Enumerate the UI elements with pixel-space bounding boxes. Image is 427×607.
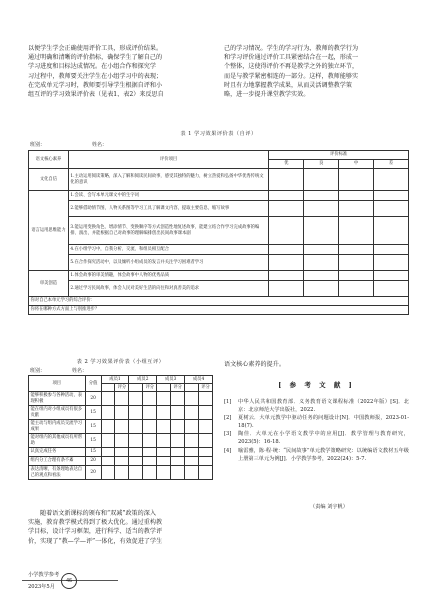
table2-item: 能主动与组内成员交流学习成果 — [29, 420, 86, 434]
reference-number: [3] — [224, 431, 232, 438]
level-poor: 差 — [374, 160, 409, 169]
table2-head-item: 项目 — [29, 376, 86, 392]
table2-score: 15 — [85, 420, 101, 434]
member-4: 成员4 — [185, 376, 213, 384]
item-text: 1.体会故事的审美情趣，体会故事中人物的优秀品质 — [68, 271, 268, 281]
reference-number: [2] — [224, 415, 232, 422]
text-line: 以便学生学会正确使用评价工具，形成评价结果。 — [28, 45, 163, 52]
table1-head-standard: 评价标准 — [269, 151, 409, 160]
table2-item: 能在组内对小组成员有很多贡献 — [29, 406, 86, 420]
table2-item: 认真完成任务 — [29, 448, 86, 457]
dim-culture: 文化自信 — [29, 169, 69, 191]
dim-language: 语言运用思维能力 — [29, 191, 69, 271]
level-good: 良 — [304, 160, 339, 169]
table1-head-item: 评价项目 — [68, 151, 268, 169]
text-line: 习过程中，教师要关注学生在小组学习中的表现； — [28, 72, 163, 80]
table1-class-label: 班别： — [30, 142, 46, 148]
table2-item: 组内分工合理有条不紊 — [29, 457, 86, 466]
item-text: 2.通过学习民间故事，体会人民对美好生活的向往和对真善美的追求 — [68, 281, 268, 297]
reference-text: 中华人民共和国教育部．义务教育语文课程标准（2022年版）[S]．北京：北京师范大学出版社，2022. — [238, 399, 409, 414]
text-line: 实施，教育教学模式得到了极大优化。通过重构教 — [28, 519, 163, 527]
item-text: 2.能够借助情节图，人物关系图等学习工具了解课文内容，提取主要信息，缩写故事 — [68, 201, 268, 217]
table1-name-label: 姓名： — [92, 142, 108, 148]
reference-item — [224, 447, 409, 463]
reference-text: 喻雷雅，陈·程·统：“民间故事”单元教学策略研究：以统编语文教材五年级上册第三单元为例[J]．小学教学参考，2022(24)：5-7. — [238, 447, 409, 462]
text-line: 和学习评价通过评价工具紧密结合在一起，形成一 — [224, 54, 359, 62]
item-text: 4.在小组学习中，自我分析、交流、和组员相互配合 — [68, 245, 268, 255]
dim-aesthetics: 审美创造 — [29, 271, 69, 297]
table2-score: 15 — [85, 406, 101, 420]
text-line: 通过明确和清晰的评价指标，确保学生了解自己的 — [28, 54, 163, 62]
text-line: 价，实现了“教—学—评”一体化，有效促进了学生 — [28, 537, 163, 545]
text-line: 随着语文新课标的颁布和“双减”政策的深入 — [40, 510, 156, 517]
table1 — [28, 150, 409, 315]
text-line: 而是与教学紧密相连的一部分。这样，教师能够实 — [224, 72, 359, 80]
top-right-paragraph — [224, 44, 409, 99]
top-left-paragraph — [28, 44, 213, 99]
table2-score: 20 — [85, 466, 101, 480]
item-text: 3.能运用变换角色、增添情节、变换顺序等方式创造性地复述故事，能建立结合作学习完成故事的编排、演出，并能根据自己对故事的理解编排创出民间故事课本剧 — [68, 217, 268, 245]
references-list — [224, 398, 409, 463]
references-title: [ 参 考 文 献 ] — [278, 381, 355, 389]
reference-text: 陶佳．大单元在小学语文教学中的应用[J]．教学管理与教育研究，2023(5)：16-18. — [238, 431, 409, 446]
summary-row: 你将在哪种方式方面上与别推进步？ — [29, 306, 409, 315]
table2 — [28, 375, 213, 480]
sub-head: 评分 — [198, 384, 212, 392]
level-excellent: 优 — [269, 160, 304, 169]
table2-class-label: 班别： — [30, 368, 46, 374]
table2-head-score: 分值 — [85, 376, 101, 392]
member-1: 成员1 — [101, 376, 129, 384]
table2-item: 能对组内的其他成员有所帮助 — [29, 434, 86, 448]
level-average: 中 — [339, 160, 374, 169]
text-line: 时且有力地掌握教学成果，从而灵活调整教学策 — [224, 81, 352, 89]
item-text: 1.会读、会写本单元课文中的生字词 — [68, 191, 268, 201]
member-3: 成员3 — [157, 376, 185, 384]
item-text: 1.主动运用阅读策略，深入了解和阅读民间故事，感受其独特的魅力，树立热爱和弘扬中华优秀传统文化的意识 — [68, 169, 268, 191]
table2-caption: 表 2 学习效果评价表（小组互评） — [76, 359, 165, 365]
text-line: 组互评的学习效果评价表（见表1、表2）来反思自 — [28, 91, 164, 99]
table2-item: 表达清晰，有条理地表达自己的观点和看法 — [29, 466, 86, 480]
sub-head: 评分 — [115, 384, 129, 392]
reference-item — [224, 430, 409, 446]
item-text: 5.在合作探究活动中，以及倾听小组成员的发言并关注学习困难者学习 — [68, 255, 268, 271]
reference-item — [224, 398, 409, 414]
text-line: 在完成单元学习时，教师要引导学生根据自评和小 — [28, 81, 163, 89]
issue-date: 2023年5月 — [28, 584, 55, 590]
sub-head: 评分 — [171, 384, 185, 392]
page-number: 46 — [61, 573, 77, 589]
reference-item — [224, 414, 409, 430]
journal-name: 小学教学参考 — [28, 572, 60, 578]
text-line: 学习进度和目标达成情况。在小组合作和探究学 — [28, 63, 156, 71]
table2-item: 能够积极参与各种活动，表现积极 — [29, 392, 86, 406]
table2-score: 15 — [85, 434, 101, 448]
bottom-left-paragraph — [28, 509, 213, 546]
text-line: 略，进一步提升课堂教学实效。 — [224, 91, 310, 99]
summary-row: 你对自己本单元学习的综合评价： — [29, 297, 409, 306]
text-line: 己的学习情况。学生的学习行为、教师的教学行为 — [224, 45, 359, 52]
table2-score: 15 — [85, 448, 101, 457]
sub-head: 评分 — [143, 384, 157, 392]
right-ending-line: 语文核心素养的提升。 — [224, 361, 285, 368]
table2-score: 20 — [85, 457, 101, 466]
text-line: 学目标，设计学习框架，进行科学、适当的教学评 — [28, 528, 163, 536]
member-2: 成员2 — [129, 376, 157, 384]
reference-text: 夏树云．大单元教学中驱动任务的问题设计[N]．中国教师报，2023-01-18(7). — [238, 415, 409, 430]
table2-score: 20 — [85, 392, 101, 406]
editor-note: （责编 刘宇帆） — [310, 504, 348, 510]
reference-number: [1] — [224, 399, 232, 405]
table1-head-dim: 语文核心素养 — [29, 151, 69, 169]
table2-name-label: 姓名： — [72, 368, 88, 374]
text-line: 个整体，这使得评价不再是教学之外的独立环节， — [224, 63, 359, 71]
reference-number: [4] — [224, 447, 232, 454]
table1-caption: 表 1 学习效果评价表（自评） — [180, 131, 257, 137]
